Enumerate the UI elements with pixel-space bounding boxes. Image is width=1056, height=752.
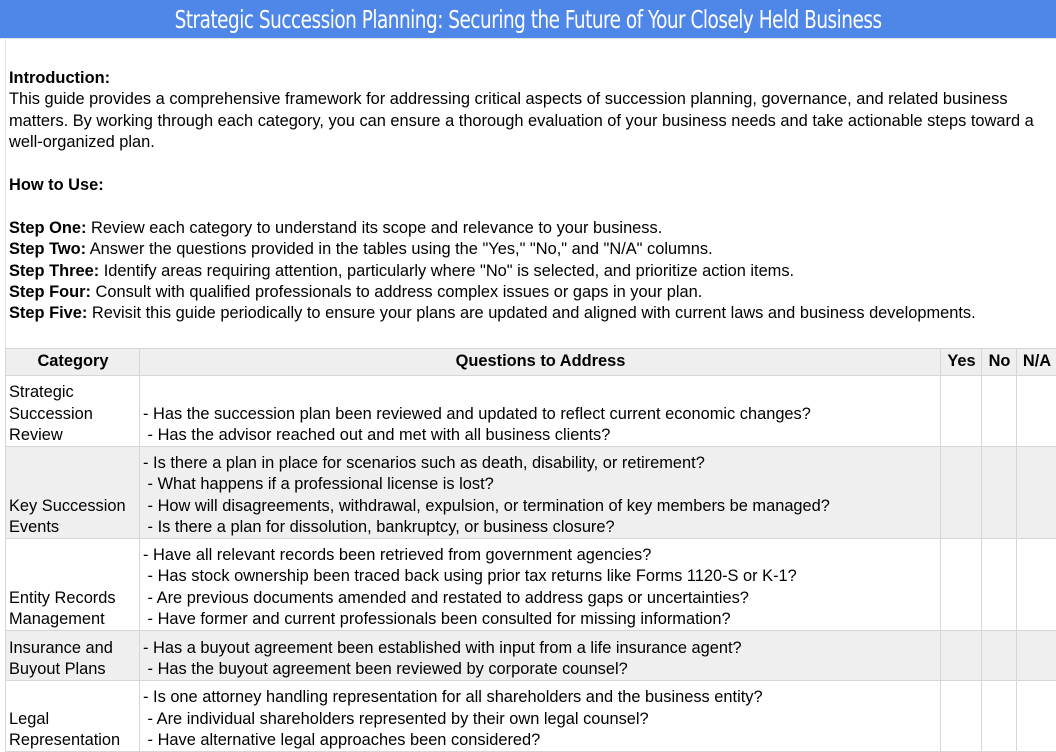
header-na: N/A	[1017, 349, 1056, 376]
step-four	[9, 282, 1049, 303]
intro-body: This guide provides a comprehensive framework for addressing critical aspects of succession planning, governance, and related business matters. By working through each category, you can ensure a thorough evaluation of your business needs and take actionable steps toward a well-organized plan.	[9, 90, 1034, 152]
step-three-text: Identify areas requiring attention, particularly where "No" is selected, and prioritize action items.	[99, 261, 795, 280]
intro-heading: Introduction:	[9, 69, 111, 87]
questions-cell[interactable]: - Has a buyout agreement been established with input from a life insurance agent? - Has the buyout agreement been reviewed by corporate counsel?	[140, 631, 941, 681]
na-cell[interactable]	[1017, 631, 1056, 681]
step-three	[9, 261, 1049, 282]
title-banner	[0, 0, 1056, 38]
questions-cell[interactable]: - Is there a plan in place for scenarios such as death, disability, or retirement? - What happens if a professional license is lost? - How will disagreements, withdrawal, expulsion, or termination of key members be managed? - Is there a plan for dissolution, bankruptcy, or business closure?	[140, 447, 941, 539]
step-two	[9, 239, 1049, 260]
yes-cell[interactable]	[941, 631, 982, 681]
category-cell[interactable]: Legal Representation	[6, 681, 140, 752]
questions-cell[interactable]: - Is one attorney handling representation for all shareholders and the business entity? - Are individual shareholders represented by their own legal counsel? - Have alternative legal approaches been considered?	[140, 681, 941, 752]
sheet-gridline	[0, 38, 1056, 39]
category-cell[interactable]: Entity Records Management	[6, 539, 140, 631]
step-two-text: Answer the questions provided in the tables using the "Yes," "No," and "N/A" columns.	[86, 240, 713, 259]
header-questions: Questions to Address	[140, 349, 941, 376]
yes-cell[interactable]	[941, 447, 982, 539]
yes-cell[interactable]	[941, 376, 982, 447]
header-category: Category	[6, 349, 140, 376]
step-five	[9, 303, 1049, 324]
category-cell[interactable]: Strategic Succession Review	[6, 376, 140, 447]
step-four-label: Step Four:	[9, 283, 91, 302]
intro-section	[9, 68, 1049, 325]
no-cell[interactable]	[982, 376, 1017, 447]
no-cell[interactable]	[982, 681, 1017, 752]
category-cell[interactable]: Key Succession Events	[6, 447, 140, 539]
table-row	[6, 631, 1056, 681]
category-cell[interactable]: Insurance and Buyout Plans	[6, 631, 140, 681]
na-cell[interactable]	[1017, 539, 1056, 631]
sheet-gridline-vertical	[5, 38, 6, 348]
step-five-text: Revisit this guide periodically to ensure your plans are updated and aligned with current laws and business developments.	[87, 304, 976, 323]
questions-table	[5, 348, 1056, 752]
yes-cell[interactable]	[941, 681, 982, 752]
no-cell[interactable]	[982, 447, 1017, 539]
na-cell[interactable]	[1017, 681, 1056, 752]
how-to-use-heading: How to Use:	[9, 176, 104, 195]
header-no: No	[982, 349, 1017, 376]
step-five-label: Step Five:	[9, 304, 88, 323]
step-one	[9, 218, 1049, 239]
step-one-text: Review each category to understand its scope and relevance to your business.	[86, 218, 663, 237]
table-header-row	[6, 349, 1056, 376]
page-title: Strategic Succession Planning: Securing the Future of Your Closely Held Business	[174, 4, 882, 34]
table-row	[6, 539, 1056, 631]
step-four-text: Consult with qualified professionals to address complex issues or gaps in your plan.	[90, 283, 703, 302]
step-one-label: Step One:	[9, 218, 87, 237]
yes-cell[interactable]	[941, 539, 982, 631]
table-row	[6, 376, 1056, 447]
table-row	[6, 447, 1056, 539]
no-cell[interactable]	[982, 539, 1017, 631]
questions-cell[interactable]: - Have all relevant records been retrieved from government agencies? - Has stock ownership been traced back using prior tax returns like Forms 1120-S or K-1? - Are previous documents amended and restated to address gaps or uncertainties? - Have former and current professionals been consulted for missing information?	[140, 539, 941, 631]
step-three-label: Step Three:	[9, 261, 100, 280]
questions-cell[interactable]: - Has the succession plan been reviewed and updated to reflect current economic changes? - Has the advisor reached out and met with all business clients?	[140, 376, 941, 447]
step-two-label: Step Two:	[9, 240, 87, 259]
na-cell[interactable]	[1017, 447, 1056, 539]
no-cell[interactable]	[982, 631, 1017, 681]
table-row	[6, 681, 1056, 752]
na-cell[interactable]	[1017, 376, 1056, 447]
header-yes: Yes	[941, 349, 982, 376]
